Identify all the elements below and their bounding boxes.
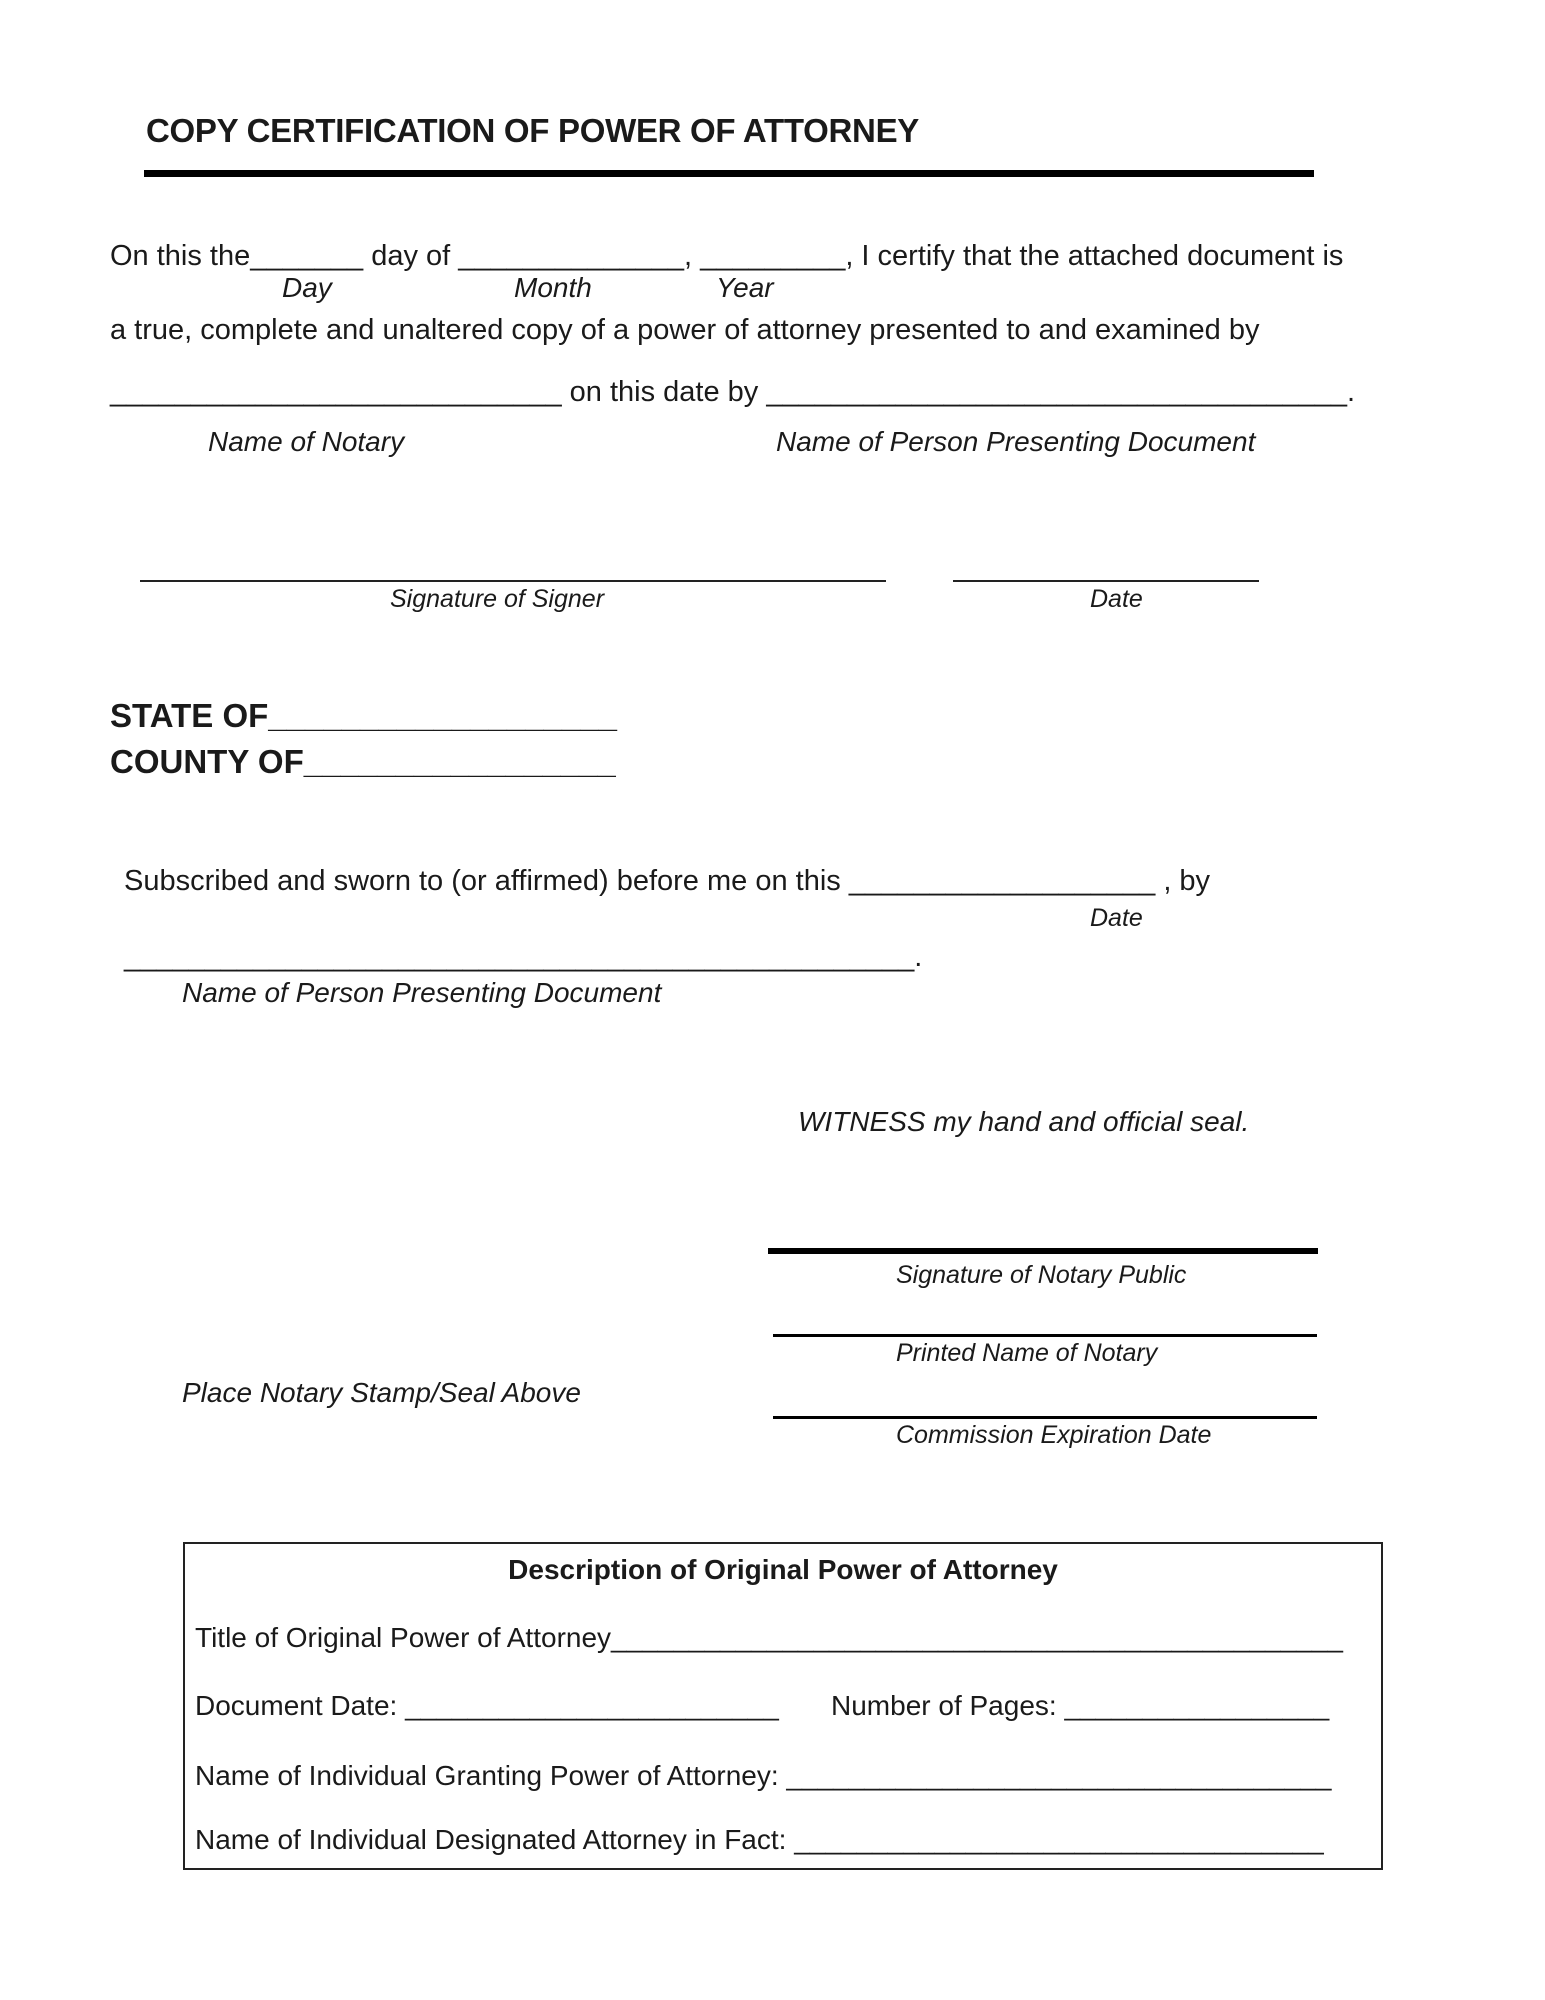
signer-signature-label: Signature of Signer bbox=[390, 585, 605, 613]
year-label: Year bbox=[716, 272, 774, 303]
original-title-row: Title of Original Power of Attorney_______________________________________________ bbox=[195, 1622, 1343, 1653]
signer-signature-line bbox=[140, 580, 886, 582]
cert-line-1: On this the_______ day of ______________, _________, I certify that the attached document is bbox=[110, 240, 1344, 272]
page-title: COPY CERTIFICATION OF POWER OF ATTORNEY bbox=[146, 112, 919, 149]
jurat-presenter-label: Name of Person Presenting Document bbox=[182, 977, 662, 1008]
cert-line-2: a true, complete and unaltered copy of a power of attorney presented to and examined by bbox=[110, 314, 1260, 346]
notary-signature-line bbox=[768, 1248, 1318, 1254]
attorney-in-fact-row: Name of Individual Designated Attorney in Fact: __________________________________ bbox=[195, 1824, 1324, 1855]
jurat-line-1: Subscribed and sworn to (or affirmed) before me on this ___________________ , by bbox=[124, 865, 1211, 897]
notary-printed-name-label: Printed Name of Notary bbox=[896, 1339, 1158, 1367]
description-title: Description of Original Power of Attorney bbox=[508, 1554, 1058, 1585]
commission-expiration-line bbox=[773, 1416, 1317, 1419]
day-label: Day bbox=[282, 272, 332, 303]
cert-line-3: ____________________________ on this date by ____________________________________. bbox=[110, 376, 1356, 408]
description-box bbox=[183, 1542, 1383, 1870]
notary-signature-label: Signature of Notary Public bbox=[896, 1261, 1187, 1289]
document-date-field: Document Date: ________________________ bbox=[195, 1690, 779, 1721]
month-label: Month bbox=[514, 272, 592, 303]
jurat-date-label: Date bbox=[1090, 904, 1143, 932]
granting-individual-row: Name of Individual Granting Power of Attorney: ___________________________________ bbox=[195, 1760, 1332, 1791]
signer-date-label: Date bbox=[1090, 585, 1143, 613]
presenter-name-label: Name of Person Presenting Document bbox=[776, 426, 1256, 457]
title-divider bbox=[144, 170, 1314, 177]
stamp-placement-label: Place Notary Stamp/Seal Above bbox=[182, 1377, 581, 1408]
notary-name-label: Name of Notary bbox=[208, 426, 405, 457]
commission-expiration-label: Commission Expiration Date bbox=[896, 1421, 1212, 1449]
number-of-pages-field: Number of Pages: _________________ bbox=[831, 1690, 1330, 1721]
signer-date-line bbox=[953, 580, 1259, 582]
witness-statement: WITNESS my hand and official seal. bbox=[798, 1106, 1250, 1137]
county-field: COUNTY OF_________________ bbox=[110, 743, 616, 780]
notary-printed-name-line bbox=[773, 1334, 1317, 1337]
jurat-line-2: _________________________________________________. bbox=[124, 941, 923, 973]
state-field: STATE OF___________________ bbox=[110, 697, 617, 734]
